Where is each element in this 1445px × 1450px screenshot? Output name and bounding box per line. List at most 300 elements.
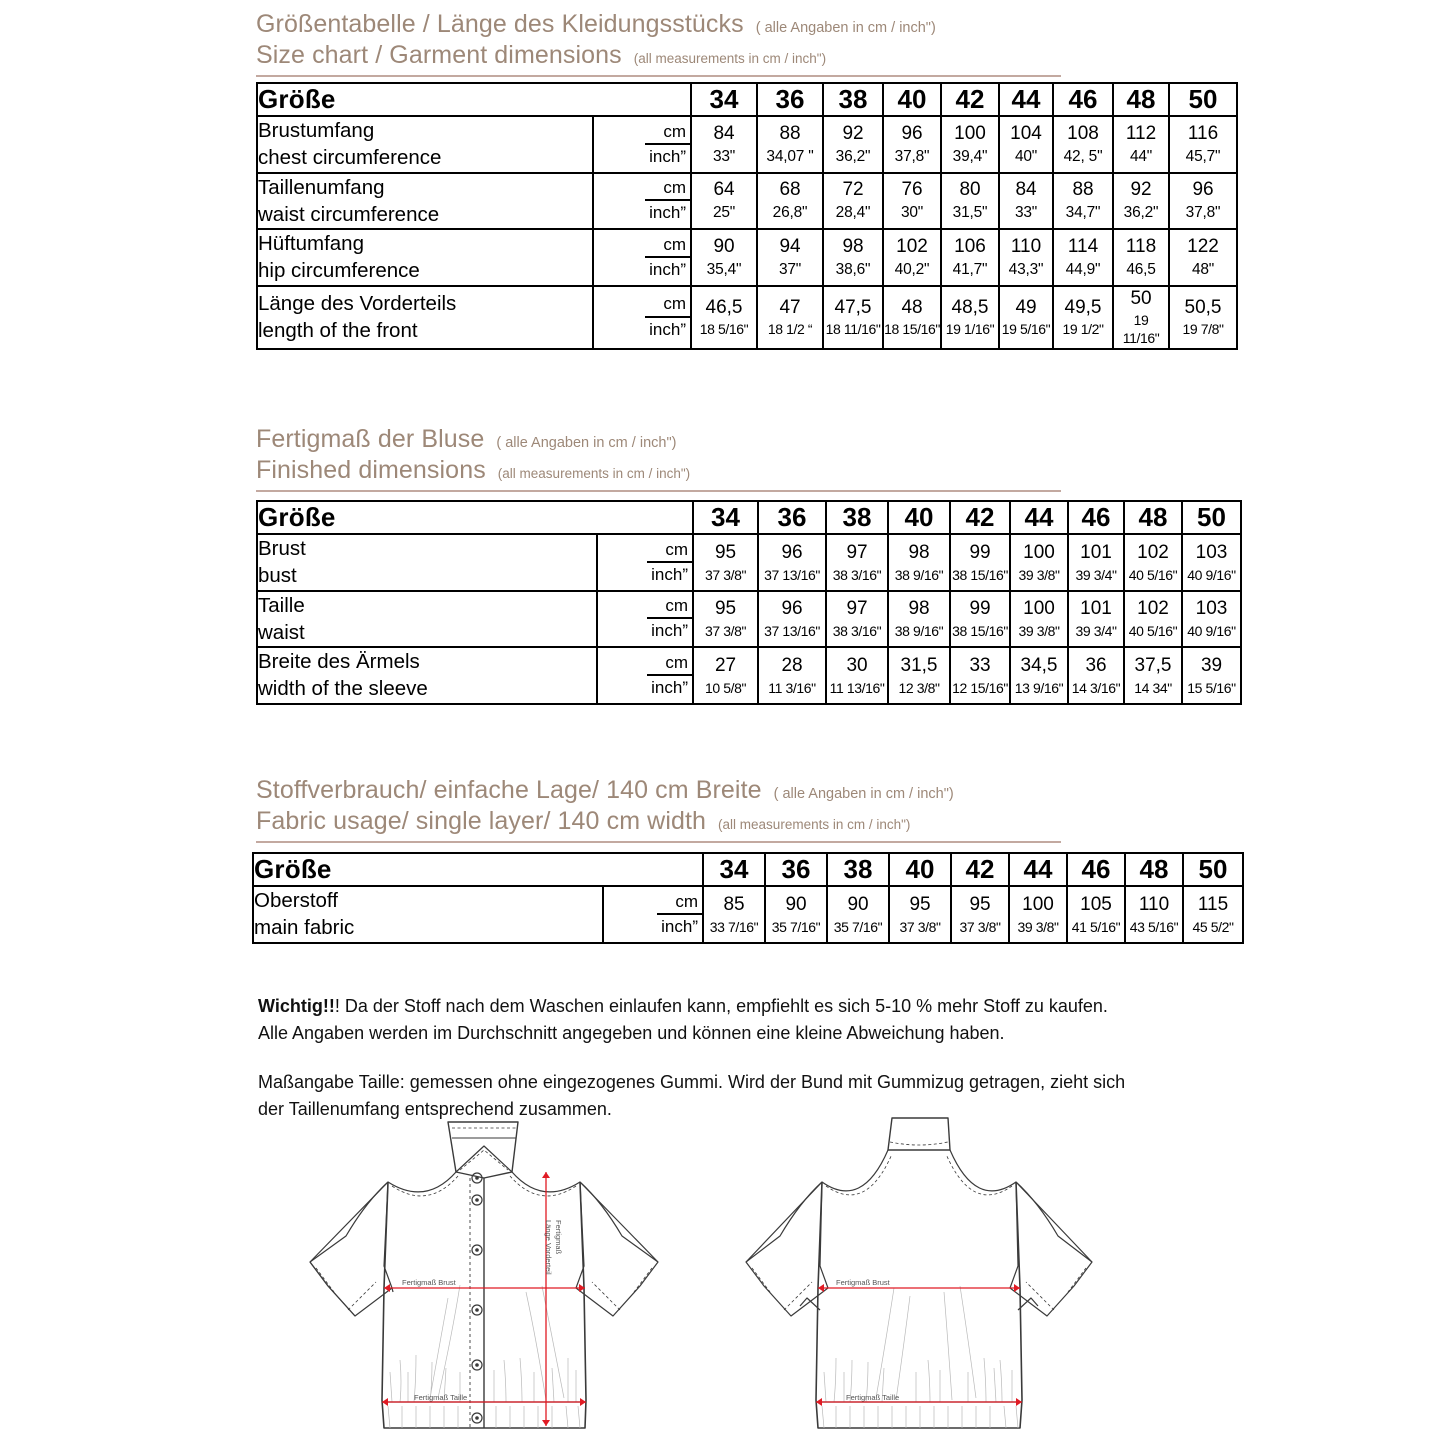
value-inch: 35 7/16" (833, 918, 883, 935)
cell-chest-48 (1113, 116, 1169, 173)
cell-hip-46 (1053, 229, 1113, 286)
heading-rule (256, 75, 1061, 77)
value-cm: 84 (713, 122, 735, 144)
value-inch: 46,5 (1126, 260, 1156, 278)
back-left-cuff-stitch2 (784, 1282, 812, 1310)
header-size-38: 38 (826, 501, 888, 534)
cell-hip-34 (691, 229, 757, 286)
value-cm: 88 (1072, 179, 1094, 201)
blouse-back-technical-drawing (746, 1118, 1092, 1428)
cell-waistfin-46 (1068, 591, 1124, 648)
unit-cell (593, 229, 691, 286)
unit-cm-label: cm (647, 652, 692, 676)
value-cm: 85 (723, 893, 745, 915)
value-cm: 101 (1080, 541, 1112, 563)
cell-front-42 (941, 286, 999, 349)
value-cm: 34,5 (1020, 654, 1058, 676)
row-label-en: main fabric (254, 916, 355, 940)
value-cm: 98 (842, 235, 864, 257)
front-collar-edge-stitch (460, 1150, 508, 1170)
value-cm: 99 (969, 541, 991, 563)
value-inch: 36,2" (835, 147, 871, 165)
cell-chest-46 (1053, 116, 1113, 173)
unit-cell (603, 886, 703, 943)
cell-waistfin-34 (693, 591, 758, 648)
fabric-usage-table (252, 852, 1244, 944)
blouse-front-technical-drawing (310, 1122, 658, 1428)
value-cm: 30 (846, 654, 868, 676)
value-inch: 40,2" (894, 260, 930, 278)
value-inch: 38,6" (835, 260, 871, 278)
cell-bust-42 (950, 534, 1010, 591)
unit-inch-label: inch” (649, 259, 687, 279)
cell-bust-34 (693, 534, 758, 591)
cell-hip-42 (941, 229, 999, 286)
cell-fabric-46 (1067, 886, 1125, 943)
cell-hip-40 (883, 229, 941, 286)
back-body-outline (816, 1182, 1022, 1428)
heading-en-note: (all measurements in cm / inch") (718, 817, 911, 832)
cell-front-36 (757, 286, 823, 349)
unit-cell (597, 591, 693, 648)
value-inch: 40 5/16" (1128, 566, 1178, 583)
value-inch: 11 13/16" (829, 679, 885, 696)
row-label-en: waist (258, 620, 305, 644)
value-cm: 76 (901, 179, 923, 201)
value-cm: 80 (959, 179, 981, 201)
row-label-bust (257, 534, 597, 591)
cell-bust-40 (888, 534, 950, 591)
cell-fabric-40 (889, 886, 951, 943)
cell-bust-38 (826, 534, 888, 591)
button-hole-icon (475, 1198, 479, 1202)
value-cm: 102 (896, 235, 928, 257)
table-row (257, 116, 1237, 173)
heading-rule (256, 490, 1061, 492)
unit-cm-label: cm (645, 177, 690, 201)
cell-sleeve-38 (826, 647, 888, 704)
table-header-row (257, 501, 1241, 534)
value-inch: 19 1/16" (945, 321, 995, 338)
back-left-cuff-stitch (752, 1268, 770, 1292)
value-inch: 37 3/8" (959, 918, 1001, 935)
front-left-cuff-stitch2 (348, 1282, 376, 1310)
value-cm: 47 (779, 296, 801, 318)
value-cm: 103 (1195, 598, 1228, 620)
unit-cm-label: cm (647, 539, 692, 563)
unit-cm-label: cm (645, 121, 690, 145)
cell-waistfin-48 (1124, 591, 1182, 648)
value-cm: 105 (1080, 893, 1112, 915)
value-cm: 100 (1022, 893, 1054, 915)
table-row (257, 229, 1237, 286)
row-label-hip (257, 229, 593, 286)
cell-waist-40 (883, 173, 941, 230)
value-inch: 30" (900, 204, 924, 222)
cell-sleeve-50 (1182, 647, 1241, 704)
cell-waist-34 (691, 173, 757, 230)
value-inch: 14 3/16" (1071, 679, 1121, 696)
back-waist-label: Fertigmaß Taille (846, 1393, 900, 1402)
heading-en-text: Finished dimensions (256, 456, 486, 484)
header-size-40: 40 (889, 853, 951, 886)
button-hole-icon (475, 1363, 479, 1367)
value-cm: 96 (781, 598, 803, 620)
unit-inch-label: inch” (651, 564, 689, 584)
value-cm: 95 (909, 893, 931, 915)
value-cm: 100 (1023, 541, 1055, 563)
value-cm: 92 (1130, 179, 1152, 201)
finished-dimensions-table (256, 500, 1242, 705)
cell-fabric-36 (765, 886, 827, 943)
heading-en-note: (all measurements in cm / inch") (633, 51, 827, 66)
cell-bust-46 (1068, 534, 1124, 591)
header-size-38: 38 (823, 83, 883, 116)
value-inch: 43,3" (1008, 260, 1044, 278)
cell-chest-44 (999, 116, 1053, 173)
value-inch: 13 9/16" (1014, 679, 1064, 696)
front-length-label-1: Fertigmaß (554, 1220, 563, 1255)
header-size-50: 50 (1169, 83, 1237, 116)
cell-sleeve-34 (693, 647, 758, 704)
value-inch: 14 34" (1134, 679, 1172, 696)
cell-waistfin-38 (826, 591, 888, 648)
header-size-34: 34 (693, 501, 758, 534)
value-inch: 38 9/16" (894, 566, 944, 583)
value-inch: 37 3/8" (899, 918, 941, 935)
table-row (253, 886, 1243, 943)
unit-cm-label: cm (657, 891, 702, 915)
value-inch: 45 5/2" (1192, 918, 1234, 935)
value-inch: 41 5/16" (1071, 918, 1121, 935)
value-cm: 110 (1010, 235, 1042, 257)
value-inch: 39 3/8" (1018, 566, 1060, 583)
value-inch: 48" (1191, 260, 1215, 278)
value-cm: 48,5 (951, 296, 989, 318)
cell-bust-50 (1182, 534, 1241, 591)
button-hole-icon (475, 1416, 479, 1420)
value-cm: 112 (1125, 122, 1157, 144)
value-cm: 116 (1187, 122, 1219, 144)
value-inch: 15 5/16" (1187, 679, 1236, 696)
unit-inch-label: inch” (649, 203, 687, 223)
value-cm: 68 (779, 179, 801, 201)
unit-cell (593, 116, 691, 173)
cell-waistfin-36 (758, 591, 826, 648)
value-cm: 33 (969, 654, 991, 676)
cell-front-48 (1113, 286, 1169, 349)
value-inch: 12 3/8" (898, 679, 940, 696)
cell-chest-36 (757, 116, 823, 173)
heading-line-de (256, 10, 1076, 39)
cell-fabric-42 (951, 886, 1009, 943)
note-line-4: der Taillenumfang entsprechend zusammen. (258, 1099, 612, 1119)
table-header-row (257, 83, 1237, 116)
value-inch: 19 7/8" (1182, 321, 1224, 338)
heading-de-text: Fertigmaß der Bluse (256, 425, 485, 453)
button-hole-icon (475, 1308, 479, 1312)
value-cm: 95 (969, 893, 991, 915)
heading-de-text: Stoffverbrauch/ einfache Lage/ 140 cm Breite (256, 776, 762, 804)
cell-chest-34 (691, 116, 757, 173)
value-cm: 102 (1137, 598, 1169, 620)
unit-cell (593, 173, 691, 230)
cell-chest-40 (883, 116, 941, 173)
value-inch: 42, 5" (1063, 147, 1103, 165)
header-size-36: 36 (765, 853, 827, 886)
technical-drawings (280, 1110, 1160, 1445)
cell-sleeve-40 (888, 647, 950, 704)
cell-waistfin-40 (888, 591, 950, 648)
front-waist-label: Fertigmaß Taille (414, 1393, 468, 1402)
cell-fabric-34 (703, 886, 765, 943)
value-cm: 49 (1015, 296, 1037, 318)
cell-hip-36 (757, 229, 823, 286)
note-line-3: Maßangabe Taille: gemessen ohne eingezogenes Gummi. Wird der Bund mit Gummizug getragen, zieht sich (258, 1072, 1126, 1092)
back-collar-stitch (890, 1142, 948, 1145)
cell-waist-48 (1113, 173, 1169, 230)
value-cm: 106 (954, 235, 986, 257)
value-cm: 98 (908, 598, 930, 620)
heading-rule (256, 841, 1061, 843)
row-label-en: bust (258, 564, 297, 588)
cell-front-44 (999, 286, 1053, 349)
value-cm: 92 (842, 122, 864, 144)
value-cm: 28 (781, 654, 803, 676)
value-cm: 96 (781, 541, 803, 563)
back-chest-label: Fertigmaß Brust (836, 1278, 890, 1287)
front-button-group (472, 1173, 482, 1423)
cell-front-34 (691, 286, 757, 349)
front-left-cuff-edge (310, 1262, 355, 1316)
cell-sleeve-48 (1124, 647, 1182, 704)
header-size-44: 44 (999, 83, 1053, 116)
header-size-label: Größe (257, 83, 691, 116)
heading-line-de (256, 776, 1316, 805)
row-label-en: hip circumference (258, 259, 420, 283)
finished-dimensions-table-body (257, 501, 1241, 704)
value-inch: 31,5" (952, 204, 988, 222)
heading-line-en (256, 807, 1316, 836)
header-size-48: 48 (1125, 853, 1183, 886)
cell-waist-50 (1169, 173, 1237, 230)
section-heading-size-chart (256, 10, 1076, 77)
note-line-2: Alle Angaben werden im Durchschnitt angegeben und können eine kleine Abweichung haben. (258, 1023, 1005, 1043)
unit-cell (597, 647, 693, 704)
cell-fabric-50 (1183, 886, 1243, 943)
header-size-48: 48 (1124, 501, 1182, 534)
table-header-row (253, 853, 1243, 886)
value-cm: 50 (1130, 287, 1152, 309)
value-inch: 11 3/16" (768, 679, 816, 696)
header-size-46: 46 (1068, 501, 1124, 534)
header-size-36: 36 (758, 501, 826, 534)
row-label-de: Länge des Vorderteils (258, 291, 457, 315)
unit-cell (593, 286, 691, 349)
heading-line-en (256, 41, 1076, 70)
unit-cm-label: cm (645, 293, 690, 317)
value-inch: 37,8" (1185, 204, 1221, 222)
arrow-down-icon (542, 1420, 550, 1426)
table-row (257, 647, 1241, 704)
note-important-rest: ! Da der Stoff nach dem Waschen einlaufen kann, empfiehlt es sich 5-10 % mehr Stoff zu kaufen. (334, 996, 1108, 1016)
cell-hip-48 (1113, 229, 1169, 286)
heading-de-note: ( alle Angaben in cm / inch") (755, 20, 936, 36)
front-length-label-2: Länge Vorderteil (544, 1220, 553, 1275)
value-inch: 33" (1014, 204, 1038, 222)
value-cm: 90 (713, 235, 735, 257)
value-inch: 34,07 " (766, 147, 814, 165)
cell-fabric-44 (1009, 886, 1067, 943)
value-cm: 104 (1010, 122, 1042, 144)
row-label-de: Hüftumfang (258, 232, 364, 255)
value-cm: 27 (714, 654, 737, 676)
front-right-raglan-stitch (510, 1176, 576, 1196)
heading-de-text: Größentabelle / Länge des Kleidungsstücks (256, 10, 744, 38)
cell-hip-38 (823, 229, 883, 286)
value-cm: 118 (1125, 235, 1157, 257)
value-inch: 26,8" (772, 204, 808, 222)
back-right-raglan (950, 1150, 1016, 1191)
value-inch: 44,9" (1065, 260, 1101, 278)
back-gathers (822, 1286, 1018, 1428)
row-label-en: width of the sleeve (258, 677, 428, 701)
value-inch: 43 5/16" (1129, 918, 1179, 935)
table-row (257, 591, 1241, 648)
row-label-de: Taillenumfang (258, 175, 385, 199)
value-inch: 28,4" (835, 204, 871, 222)
unit-inch-label: inch” (649, 319, 687, 339)
note-important-label: Wichtig!! (258, 996, 335, 1016)
value-cm: 95 (714, 541, 737, 563)
fabric-usage-table-body (253, 853, 1243, 943)
value-cm: 115 (1197, 893, 1229, 915)
value-inch: 40" (1014, 147, 1038, 165)
heading-line-de (256, 425, 1076, 454)
front-left-raglan-stitch (392, 1176, 458, 1196)
cell-waist-36 (757, 173, 823, 230)
cell-bust-36 (758, 534, 826, 591)
value-inch: 33 7/16" (709, 918, 759, 935)
value-cm: 50,5 (1184, 296, 1222, 318)
unit-cm-label: cm (647, 595, 692, 619)
value-cm: 101 (1080, 598, 1112, 620)
cell-front-40 (883, 286, 941, 349)
cell-waistfin-42 (950, 591, 1010, 648)
row-label-waist (257, 173, 593, 230)
note-gap (258, 1047, 1248, 1069)
cell-hip-44 (999, 229, 1053, 286)
value-inch: 33" (712, 147, 736, 165)
heading-de-note: ( alle Angaben in cm / inch") (773, 786, 954, 802)
value-cm: 90 (847, 893, 869, 915)
front-right-sleeve (576, 1182, 658, 1316)
value-cm: 100 (954, 122, 986, 144)
row-label-chest (257, 116, 593, 173)
value-inch: 37 13/16" (764, 623, 820, 639)
unit-inch-label: inch” (651, 677, 689, 697)
header-size-38: 38 (827, 853, 889, 886)
cell-bust-48 (1124, 534, 1182, 591)
header-size-46: 46 (1053, 83, 1113, 116)
row-label-en: chest circumference (258, 146, 442, 170)
value-cm: 95 (714, 598, 737, 620)
row-label-de: Breite des Ärmels (258, 650, 420, 673)
value-inch: 35,4" (706, 260, 742, 278)
value-inch: 18 1/2 “ (767, 321, 813, 338)
header-size-42: 42 (951, 853, 1009, 886)
header-size-36: 36 (757, 83, 823, 116)
cell-hip-50 (1169, 229, 1237, 286)
value-cm: 108 (1067, 122, 1099, 144)
header-size-48: 48 (1113, 83, 1169, 116)
row-label-en: waist circumference (258, 202, 440, 226)
cell-fabric-48 (1125, 886, 1183, 943)
front-left-raglan (388, 1172, 456, 1192)
back-right-cuff-stitch2 (1026, 1282, 1054, 1310)
value-inch: 37 13/16" (764, 566, 820, 583)
value-inch: 35 7/16" (771, 918, 821, 935)
cell-chest-38 (823, 116, 883, 173)
front-left-sleeve (310, 1182, 392, 1316)
front-left-cuff-stitch (316, 1268, 334, 1292)
value-cm: 47,5 (834, 296, 872, 318)
value-inch: 18 11/16" (825, 321, 881, 338)
value-inch: 44" (1129, 147, 1153, 165)
value-inch: 39,4" (952, 147, 988, 165)
back-measurement-annotations (816, 1278, 1022, 1406)
header-size-40: 40 (888, 501, 950, 534)
drawings-svg (280, 1110, 1160, 1445)
header-size-42: 42 (950, 501, 1010, 534)
value-inch: 39 3/8" (1018, 623, 1060, 639)
value-inch: 39 3/8" (1017, 918, 1059, 935)
header-size-label: Größe (257, 501, 693, 534)
header-size-40: 40 (883, 83, 941, 116)
value-cm: 84 (1015, 179, 1037, 201)
cell-sleeve-42 (950, 647, 1010, 704)
value-cm: 64 (713, 179, 735, 201)
cell-chest-42 (941, 116, 999, 173)
row-label-de: Taille (258, 593, 305, 617)
row-label-sleeve-width (257, 647, 597, 704)
value-cm: 31,5 (900, 654, 938, 676)
footnotes (258, 993, 1248, 1123)
section-heading-finished-dimensions (256, 425, 1076, 492)
value-cm: 97 (846, 598, 868, 620)
value-inch: 19 1/2" (1062, 321, 1104, 338)
value-cm: 122 (1187, 235, 1219, 257)
header-size-50: 50 (1183, 853, 1243, 886)
value-inch: 40 9/16" (1187, 566, 1236, 583)
value-cm: 99 (969, 598, 991, 620)
unit-inch-label: inch” (651, 621, 689, 641)
back-left-raglan (822, 1150, 888, 1191)
value-inch: 39 3/4" (1075, 623, 1117, 639)
front-chest-label: Fertigmaß Brust (402, 1278, 456, 1287)
cell-waist-44 (999, 173, 1053, 230)
cell-front-46 (1053, 286, 1113, 349)
value-cm: 39 (1200, 654, 1223, 676)
header-size-34: 34 (691, 83, 757, 116)
value-cm: 46,5 (705, 296, 743, 318)
value-inch: 19 5/16" (1001, 321, 1051, 338)
value-cm: 88 (779, 122, 801, 144)
header-size-46: 46 (1067, 853, 1125, 886)
size-chart-table-body (257, 83, 1237, 349)
value-inch: 37" (778, 260, 802, 278)
header-size-34: 34 (703, 853, 765, 886)
